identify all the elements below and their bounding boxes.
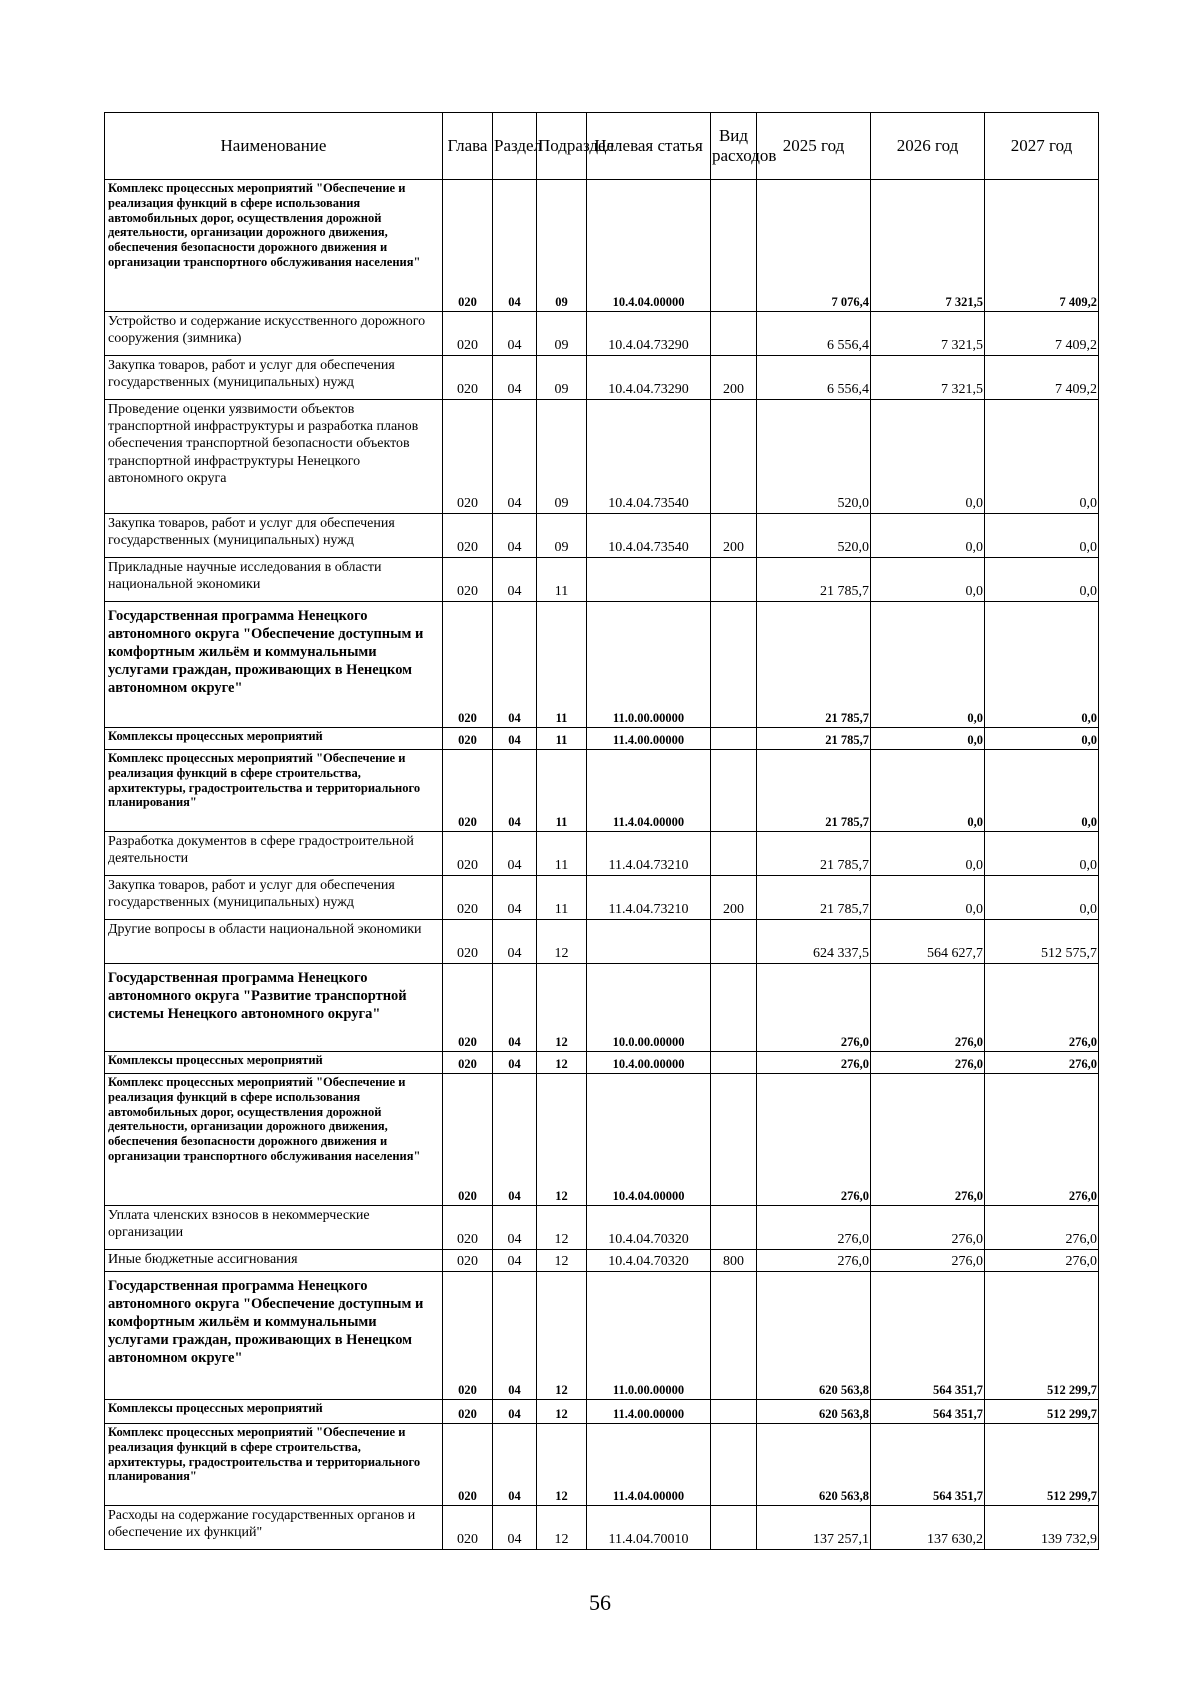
cell-statya: 10.4.04.70320 [587, 1250, 711, 1272]
cell-razdel: 04 [493, 514, 537, 558]
cell-name: Комплексы процессных мероприятий [105, 1400, 443, 1424]
cell-razdel: 04 [493, 356, 537, 400]
cell-2027: 0,0 [985, 602, 1099, 728]
cell-statya: 10.4.04.73540 [587, 514, 711, 558]
cell-2027: 0,0 [985, 832, 1099, 876]
cell-vid: 200 [711, 356, 757, 400]
cell-2025: 21 785,7 [757, 750, 871, 832]
cell-2027: 0,0 [985, 400, 1099, 514]
cell-glava: 020 [443, 728, 493, 750]
cell-vid [711, 750, 757, 832]
cell-vid [711, 1424, 757, 1506]
header-row [105, 113, 1099, 180]
cell-podrazdel: 12 [537, 1272, 587, 1400]
table-row [105, 964, 1099, 1052]
header-name: Наименование [105, 113, 443, 180]
cell-razdel: 04 [493, 400, 537, 514]
cell-razdel: 04 [493, 876, 537, 920]
cell-2026: 276,0 [871, 1206, 985, 1250]
cell-2027: 276,0 [985, 964, 1099, 1052]
cell-podrazdel: 09 [537, 514, 587, 558]
cell-name: Комплекс процессных мероприятий "Обеспечение и реализация функций в сфере использования автомобильных дорог, осуществления дорожной деятельности, организации дорожного движения, обеспечения безопасности дорожного движения и организации транспортного обслуживания населения" [105, 180, 443, 312]
cell-razdel: 04 [493, 1400, 537, 1424]
cell-glava: 020 [443, 1250, 493, 1272]
cell-2027: 276,0 [985, 1074, 1099, 1206]
budget-table [104, 112, 1099, 1550]
cell-name: Комплексы процессных мероприятий [105, 1052, 443, 1074]
cell-2026: 0,0 [871, 728, 985, 750]
table-row [105, 1250, 1099, 1272]
cell-2027: 0,0 [985, 876, 1099, 920]
header-statya: Целевая статья [587, 113, 711, 180]
cell-2027: 512 299,7 [985, 1272, 1099, 1400]
cell-2026: 7 321,5 [871, 180, 985, 312]
cell-2026: 0,0 [871, 832, 985, 876]
cell-glava: 020 [443, 514, 493, 558]
cell-2025: 276,0 [757, 1206, 871, 1250]
cell-podrazdel: 09 [537, 312, 587, 356]
cell-podrazdel: 12 [537, 920, 587, 964]
cell-razdel: 04 [493, 964, 537, 1052]
cell-2025: 137 257,1 [757, 1506, 871, 1550]
cell-razdel: 04 [493, 180, 537, 312]
cell-razdel: 04 [493, 728, 537, 750]
cell-2026: 0,0 [871, 558, 985, 602]
cell-vid [711, 558, 757, 602]
cell-razdel: 04 [493, 1074, 537, 1206]
cell-podrazdel: 09 [537, 356, 587, 400]
cell-glava: 020 [443, 1052, 493, 1074]
cell-glava: 020 [443, 400, 493, 514]
cell-statya: 11.4.04.00000 [587, 750, 711, 832]
cell-2026: 7 321,5 [871, 356, 985, 400]
cell-2026: 564 351,7 [871, 1272, 985, 1400]
cell-2027: 276,0 [985, 1206, 1099, 1250]
cell-glava: 020 [443, 876, 493, 920]
header-2026: 2026 год [871, 113, 985, 180]
cell-2026: 0,0 [871, 750, 985, 832]
cell-statya: 10.4.00.00000 [587, 1052, 711, 1074]
cell-2026: 276,0 [871, 1052, 985, 1074]
cell-vid [711, 1272, 757, 1400]
cell-podrazdel: 12 [537, 1250, 587, 1272]
table-row [105, 876, 1099, 920]
page-number: 56 [589, 1590, 611, 1615]
cell-2026: 276,0 [871, 964, 985, 1052]
cell-vid: 800 [711, 1250, 757, 1272]
cell-razdel: 04 [493, 602, 537, 728]
cell-vid [711, 920, 757, 964]
cell-name: Закупка товаров, работ и услуг для обеспечения государственных (муниципальных) нужд [105, 514, 443, 558]
cell-2025: 21 785,7 [757, 558, 871, 602]
table-row [105, 1052, 1099, 1074]
cell-razdel: 04 [493, 1052, 537, 1074]
cell-podrazdel: 12 [537, 1074, 587, 1206]
cell-2027: 512 299,7 [985, 1424, 1099, 1506]
cell-2025: 21 785,7 [757, 602, 871, 728]
cell-statya [587, 558, 711, 602]
table-row [105, 514, 1099, 558]
cell-2025: 7 076,4 [757, 180, 871, 312]
cell-name: Разработка документов в сфере градостроительной деятельности [105, 832, 443, 876]
cell-2026: 276,0 [871, 1074, 985, 1206]
cell-glava: 020 [443, 1424, 493, 1506]
cell-vid [711, 964, 757, 1052]
cell-podrazdel: 09 [537, 400, 587, 514]
table-row [105, 1506, 1099, 1550]
cell-razdel: 04 [493, 1250, 537, 1272]
cell-podrazdel: 12 [537, 1206, 587, 1250]
table-row [105, 602, 1099, 728]
cell-name: Государственная программа Ненецкого автономного округа "Обеспечение доступным и комфортным жильём и коммунальными услугами граждан, проживающих в Ненецком автономном округе" [105, 1272, 443, 1400]
cell-2025: 624 337,5 [757, 920, 871, 964]
cell-vid: 200 [711, 514, 757, 558]
cell-2026: 137 630,2 [871, 1506, 985, 1550]
cell-vid [711, 602, 757, 728]
cell-razdel: 04 [493, 920, 537, 964]
cell-glava: 020 [443, 356, 493, 400]
cell-2026: 0,0 [871, 514, 985, 558]
table-row [105, 750, 1099, 832]
cell-2025: 276,0 [757, 1250, 871, 1272]
cell-name: Закупка товаров, работ и услуг для обеспечения государственных (муниципальных) нужд [105, 356, 443, 400]
cell-podrazdel: 12 [537, 964, 587, 1052]
cell-2027: 0,0 [985, 558, 1099, 602]
cell-glava: 020 [443, 312, 493, 356]
header-2027: 2027 год [985, 113, 1099, 180]
table-body [105, 180, 1099, 1550]
cell-statya: 10.4.04.00000 [587, 1074, 711, 1206]
cell-vid [711, 832, 757, 876]
cell-2025: 276,0 [757, 1074, 871, 1206]
cell-name: Комплекс процессных мероприятий "Обеспечение и реализация функций в сфере использования автомобильных дорог, осуществления дорожной деятельности, организации дорожного движения, обеспечения безопасности дорожного движения и организации транспортного обслуживания населения" [105, 1074, 443, 1206]
cell-name: Проведение оценки уязвимости объектов транспортной инфраструктуры и разработка планов обеспечения транспортной безопасности объектов транспортной инфраструктуры Ненецкого автономного округа [105, 400, 443, 514]
header-razdel: Раздел [493, 113, 537, 180]
cell-podrazdel: 11 [537, 832, 587, 876]
table-row [105, 920, 1099, 964]
cell-name: Расходы на содержание государственных органов и обеспечение их функций" [105, 1506, 443, 1550]
cell-razdel: 04 [493, 832, 537, 876]
header-vid: Вид расходов [711, 113, 757, 180]
cell-2026: 0,0 [871, 602, 985, 728]
cell-name: Другие вопросы в области национальной экономики [105, 920, 443, 964]
cell-name: Прикладные научные исследования в области национальной экономики [105, 558, 443, 602]
cell-2025: 620 563,8 [757, 1400, 871, 1424]
cell-2027: 512 299,7 [985, 1400, 1099, 1424]
cell-razdel: 04 [493, 1272, 537, 1400]
cell-2025: 620 563,8 [757, 1424, 871, 1506]
cell-statya: 11.4.00.00000 [587, 1400, 711, 1424]
cell-glava: 020 [443, 180, 493, 312]
cell-glava: 020 [443, 1074, 493, 1206]
cell-2026: 564 351,7 [871, 1400, 985, 1424]
cell-name: Комплекс процессных мероприятий "Обеспечение и реализация функций в сфере строительства, архитектуры, градостроительства и территориального планирования" [105, 750, 443, 832]
cell-2026: 276,0 [871, 1250, 985, 1272]
cell-2025: 276,0 [757, 964, 871, 1052]
cell-2027: 139 732,9 [985, 1506, 1099, 1550]
cell-vid [711, 400, 757, 514]
cell-2026: 564 627,7 [871, 920, 985, 964]
cell-statya: 10.4.04.73540 [587, 400, 711, 514]
cell-vid: 200 [711, 876, 757, 920]
cell-glava: 020 [443, 1400, 493, 1424]
cell-razdel: 04 [493, 1424, 537, 1506]
cell-vid [711, 180, 757, 312]
cell-name: Государственная программа Ненецкого автономного округа "Развитие транспортной системы Ненецкого автономного округа" [105, 964, 443, 1052]
table-row [105, 1400, 1099, 1424]
table-row [105, 558, 1099, 602]
cell-name: Устройство и содержание искусственного дорожного сооружения (зимника) [105, 312, 443, 356]
cell-2025: 21 785,7 [757, 832, 871, 876]
cell-statya: 11.0.00.00000 [587, 1272, 711, 1400]
cell-statya: 10.4.04.73290 [587, 356, 711, 400]
cell-name: Комплексы процессных мероприятий [105, 728, 443, 750]
cell-2026: 0,0 [871, 876, 985, 920]
header-2025: 2025 год [757, 113, 871, 180]
cell-podrazdel: 11 [537, 728, 587, 750]
cell-2025: 6 556,4 [757, 356, 871, 400]
cell-name: Государственная программа Ненецкого автономного округа "Обеспечение доступным и комфортным жильём и коммунальными услугами граждан, проживающих в Ненецком автономном округе" [105, 602, 443, 728]
cell-2025: 520,0 [757, 400, 871, 514]
cell-statya: 11.0.00.00000 [587, 602, 711, 728]
cell-statya: 10.4.04.70320 [587, 1206, 711, 1250]
cell-2027: 0,0 [985, 750, 1099, 832]
cell-2027: 7 409,2 [985, 356, 1099, 400]
cell-glava: 020 [443, 1506, 493, 1550]
cell-podrazdel: 11 [537, 558, 587, 602]
cell-podrazdel: 11 [537, 750, 587, 832]
cell-glava: 020 [443, 558, 493, 602]
cell-vid [711, 1506, 757, 1550]
cell-razdel: 04 [493, 1506, 537, 1550]
cell-razdel: 04 [493, 1206, 537, 1250]
cell-razdel: 04 [493, 558, 537, 602]
table-row [105, 1272, 1099, 1400]
cell-statya: 11.4.04.70010 [587, 1506, 711, 1550]
cell-podrazdel: 11 [537, 602, 587, 728]
cell-vid [711, 728, 757, 750]
cell-vid [711, 1074, 757, 1206]
cell-glava: 020 [443, 750, 493, 832]
cell-2026: 0,0 [871, 400, 985, 514]
cell-name: Закупка товаров, работ и услуг для обеспечения государственных (муниципальных) нужд [105, 876, 443, 920]
cell-statya: 10.4.04.00000 [587, 180, 711, 312]
cell-2025: 21 785,7 [757, 876, 871, 920]
cell-2027: 0,0 [985, 728, 1099, 750]
cell-podrazdel: 09 [537, 180, 587, 312]
table-row [105, 400, 1099, 514]
cell-2025: 620 563,8 [757, 1272, 871, 1400]
cell-glava: 020 [443, 920, 493, 964]
cell-name: Уплата членских взносов в некоммерческие организации [105, 1206, 443, 1250]
cell-2027: 512 575,7 [985, 920, 1099, 964]
cell-podrazdel: 12 [537, 1400, 587, 1424]
cell-2025: 276,0 [757, 1052, 871, 1074]
table-row [105, 312, 1099, 356]
cell-2026: 564 351,7 [871, 1424, 985, 1506]
cell-glava: 020 [443, 832, 493, 876]
cell-glava: 020 [443, 1206, 493, 1250]
table-row [105, 180, 1099, 312]
cell-2027: 7 409,2 [985, 180, 1099, 312]
cell-2026: 7 321,5 [871, 312, 985, 356]
cell-2025: 21 785,7 [757, 728, 871, 750]
cell-2027: 276,0 [985, 1052, 1099, 1074]
table-row [105, 728, 1099, 750]
header-glava: Глава [443, 113, 493, 180]
cell-podrazdel: 12 [537, 1506, 587, 1550]
cell-statya: 11.4.04.00000 [587, 1424, 711, 1506]
cell-razdel: 04 [493, 312, 537, 356]
cell-2025: 6 556,4 [757, 312, 871, 356]
cell-vid [711, 1400, 757, 1424]
cell-statya: 10.4.04.73290 [587, 312, 711, 356]
cell-glava: 020 [443, 1272, 493, 1400]
cell-statya [587, 920, 711, 964]
table-row [105, 356, 1099, 400]
cell-razdel: 04 [493, 750, 537, 832]
cell-glava: 020 [443, 964, 493, 1052]
cell-statya: 10.0.00.00000 [587, 964, 711, 1052]
table-row [105, 832, 1099, 876]
cell-vid [711, 1206, 757, 1250]
cell-podrazdel: 12 [537, 1052, 587, 1074]
header-podrazdel: Подраздел [537, 113, 587, 180]
cell-statya: 11.4.04.73210 [587, 876, 711, 920]
cell-2027: 0,0 [985, 514, 1099, 558]
cell-statya: 11.4.04.73210 [587, 832, 711, 876]
cell-podrazdel: 12 [537, 1424, 587, 1506]
cell-2027: 276,0 [985, 1250, 1099, 1272]
cell-vid [711, 1052, 757, 1074]
cell-vid [711, 312, 757, 356]
cell-podrazdel: 11 [537, 876, 587, 920]
table-row [105, 1074, 1099, 1206]
cell-2025: 520,0 [757, 514, 871, 558]
cell-name: Иные бюджетные ассигнования [105, 1250, 443, 1272]
cell-glava: 020 [443, 602, 493, 728]
cell-2027: 7 409,2 [985, 312, 1099, 356]
table-row [105, 1424, 1099, 1506]
table-row [105, 1206, 1099, 1250]
cell-statya: 11.4.00.00000 [587, 728, 711, 750]
cell-name: Комплекс процессных мероприятий "Обеспечение и реализация функций в сфере строительства, архитектуры, градостроительства и территориального планирования" [105, 1424, 443, 1506]
